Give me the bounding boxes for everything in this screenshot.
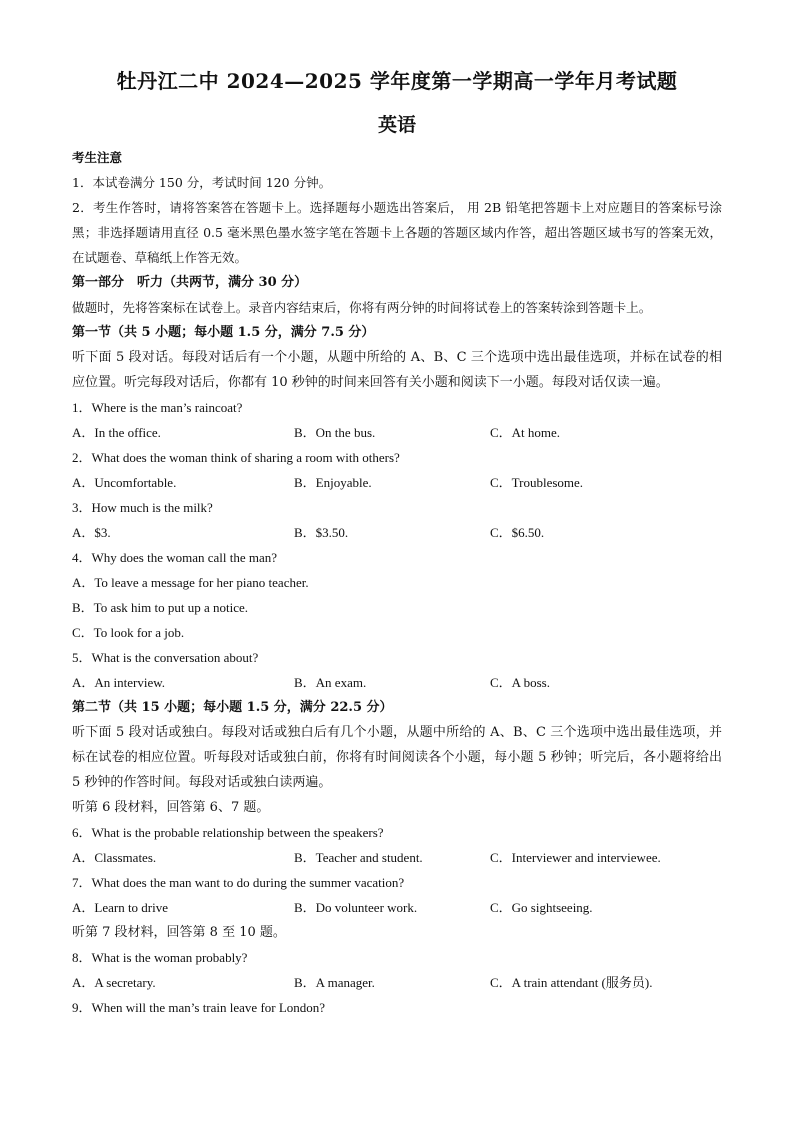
question-6-options xyxy=(72,845,722,870)
option-c: C．$6.50. xyxy=(490,525,545,540)
section2-heading: 第二节（共 15 小题；每小题 1.5 分，满分 22.5 分） xyxy=(72,700,393,715)
section1-heading: 第一节（共 5 小题；每小题 1.5 分，满分 7.5 分） xyxy=(72,325,375,340)
option-a: A．Learn to drive xyxy=(72,900,169,915)
question-2-options xyxy=(72,470,722,495)
material-6-label: 听第 6 段材料，回答第 6、7 题。 xyxy=(72,800,270,815)
option-b: B．To ask him to put up a notice. xyxy=(72,600,249,615)
option-b: B．A manager. xyxy=(294,975,375,990)
option-c: C．Go sightseeing. xyxy=(490,900,593,915)
option-c: C．Troublesome. xyxy=(490,475,584,490)
question-7-options xyxy=(72,895,722,920)
question-5: 5．What is the conversation about? xyxy=(72,650,259,665)
option-b: B．Do volunteer work. xyxy=(294,900,418,915)
question-7: 7．What does the man want to do during the summer vacation? xyxy=(72,875,405,890)
question-3-options xyxy=(72,520,722,545)
question-3: 3．How much is the milk? xyxy=(72,500,213,515)
option-b: B．An exam. xyxy=(294,675,367,690)
option-c: C．A boss. xyxy=(490,675,550,690)
option-a: A．An interview. xyxy=(72,675,166,690)
option-c: C．A train attendant (服务员). xyxy=(490,975,653,990)
exam-page xyxy=(72,66,722,1020)
part1-heading: 第一部分 听力（共两节，满分 30 分） xyxy=(72,275,308,290)
option-a: A．Classmates. xyxy=(72,850,157,865)
option-a: A．Uncomfortable. xyxy=(72,475,177,490)
option-c: C．Interviewer and interviewee. xyxy=(490,850,661,865)
notice-item-2: 2．考生作答时，请将答案答在答题卡上。选择题每小题选出答案后， 用 2B 铅笔把答题卡上对应题目的答案标号涂黑；非选择题请用直径 0.5 毫米黑色墨水签字笔在答题卡上各题的答题区域内作答，超出答题区域书写的答案无效，在试题卷、草稿纸上作答无效。 xyxy=(72,200,722,265)
part1-instruction: 做题时，先将答案标在试卷上。录音内容结束后，你将有两分钟的时间将试卷上的答案转涂到答题卡上。 xyxy=(72,300,652,315)
question-8: 8．What is the woman probably? xyxy=(72,950,248,965)
question-5-options xyxy=(72,670,722,695)
option-a: A．In the office. xyxy=(72,425,161,440)
option-b: B．On the bus. xyxy=(294,425,376,440)
option-b: B．Enjoyable. xyxy=(294,475,372,490)
question-8-options xyxy=(72,970,722,995)
option-b: B．$3.50. xyxy=(294,525,349,540)
option-a: A．$3. xyxy=(72,525,111,540)
material-7-label: 听第 7 段材料，回答第 8 至 10 题。 xyxy=(72,925,286,940)
option-b: B．Teacher and student. xyxy=(294,850,423,865)
option-c: C．At home. xyxy=(490,425,561,440)
question-2: 2．What does the woman think of sharing a room with others? xyxy=(72,450,400,465)
question-4: 4．Why does the woman call the man? xyxy=(72,550,278,565)
section2-instruction: 听下面 5 段对话或独白。每段对话或独白后有几个小题，从题中所给的 A、B、C 三个选项中选出最佳选项，并标在试卷的相应位置。听每段对话或独白前，你将有时间阅读各个小题，每小题 5 秒钟；听完后，各小题将给出 5 秒钟的作答时间。每段对话或独白读两遍。 xyxy=(72,725,722,790)
section1-instruction: 听下面 5 段对话。每段对话后有一个小题，从题中所给的 A、B、C 三个选项中选出最佳选项，并标在试卷的相应位置。听完每段对话后，你都有 10 秒钟的时间来回答有关小题和阅读下一小题。每段对话仅读一遍。 xyxy=(72,350,722,390)
option-c: C．To look for a job. xyxy=(72,625,185,640)
notice-heading: 考生注意 xyxy=(72,150,123,165)
question-9: 9．When will the man’s train leave for London? xyxy=(72,1000,326,1015)
notice-item-1: 1．本试卷满分 150 分，考试时间 120 分钟。 xyxy=(72,175,332,190)
question-1-options xyxy=(72,420,722,445)
subject-title: 英语 xyxy=(377,114,416,136)
option-a: A．A secretary. xyxy=(72,975,156,990)
page-title: 牡丹江二中 2024—2025 学年度第一学期高一学年月考试题 xyxy=(116,69,678,93)
question-1: 1．Where is the man’s raincoat? xyxy=(72,400,243,415)
option-a: A．To leave a message for her piano teacher. xyxy=(72,575,309,590)
question-6: 6．What is the probable relationship between the speakers? xyxy=(72,825,384,840)
